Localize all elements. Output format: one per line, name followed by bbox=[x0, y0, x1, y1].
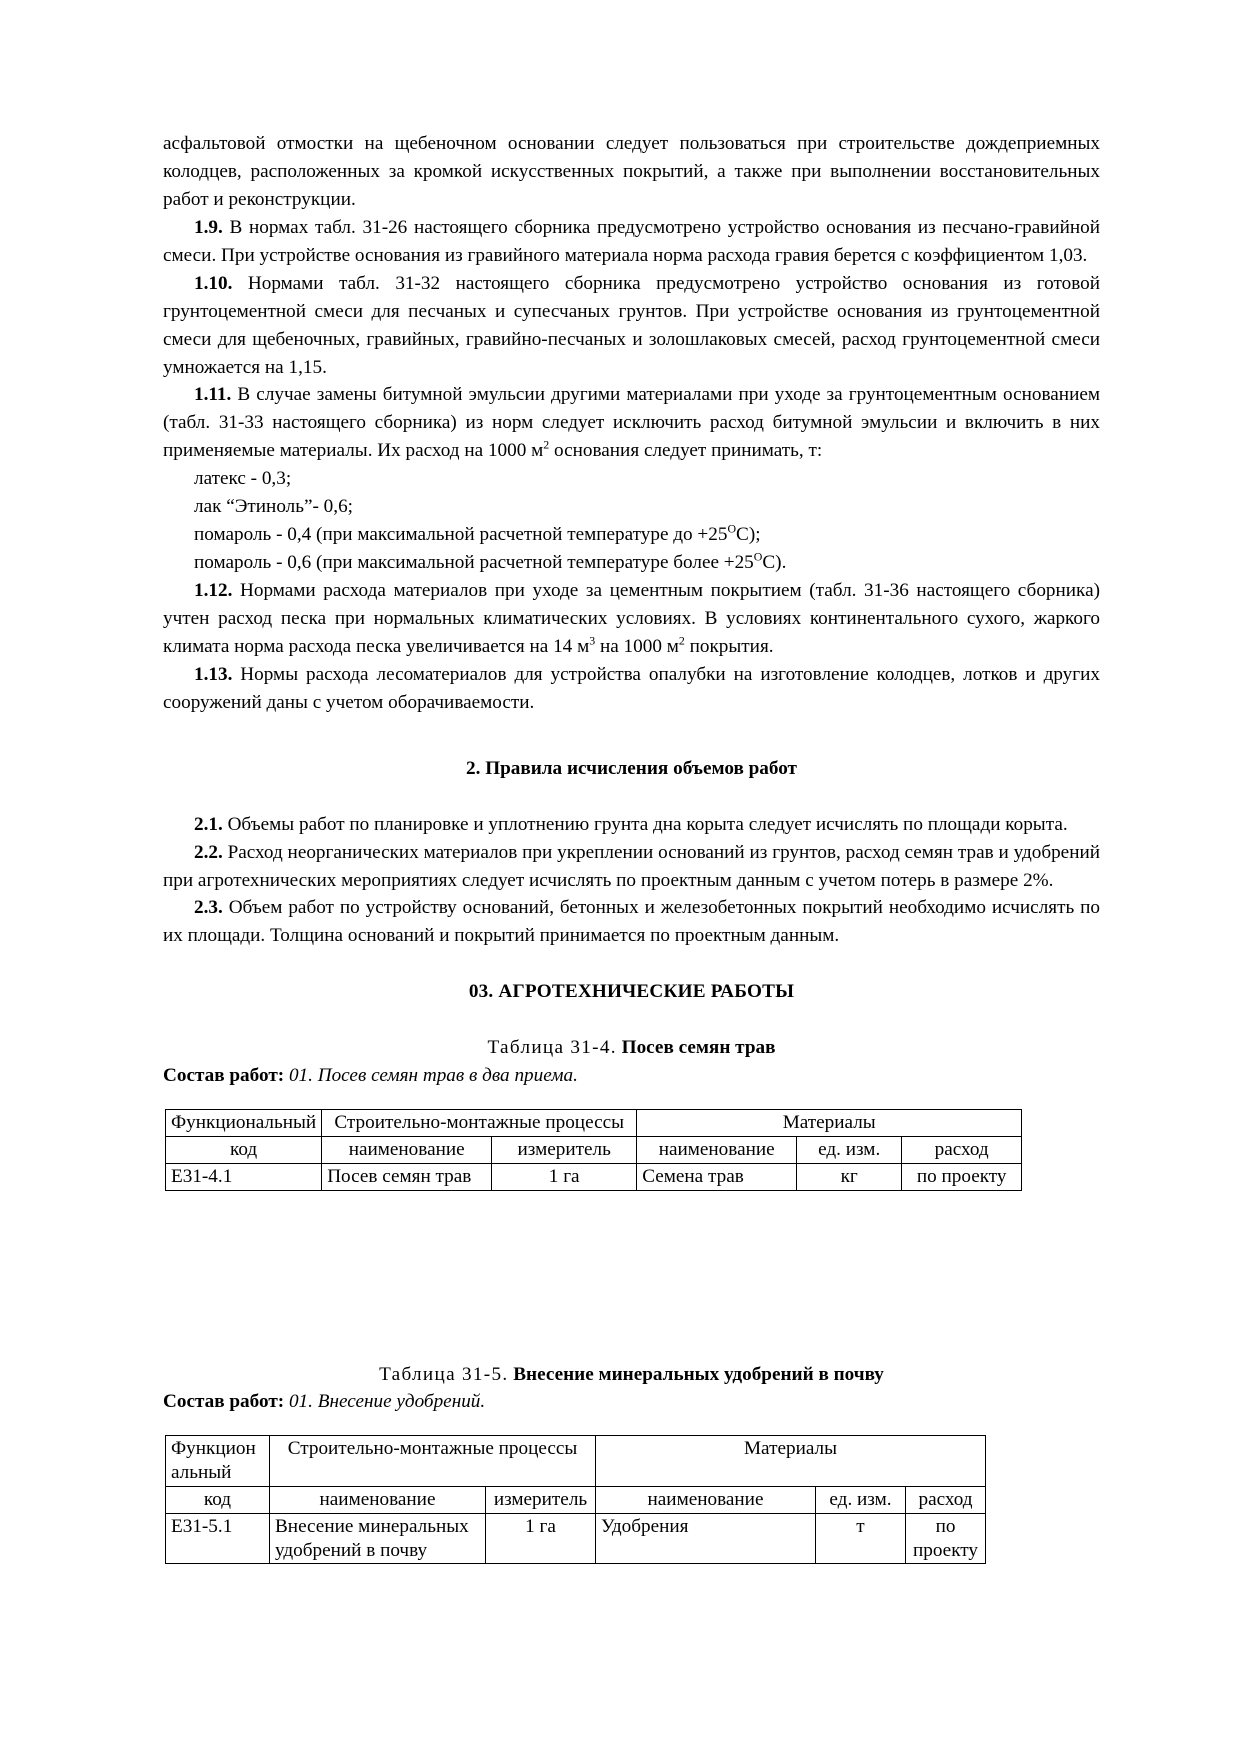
paragraph-1-12-text-b: на 1000 м bbox=[595, 635, 679, 657]
paragraph-number-2-3: 2.3. bbox=[194, 897, 223, 919]
spacer-after-section2-heading bbox=[163, 783, 1100, 811]
table-31-4-header-consumption: расход bbox=[902, 1136, 1022, 1163]
section-2-heading: 2. Правила исчисления объемов работ bbox=[466, 757, 797, 779]
table-31-4-header-processes: Строительно-монтажные процессы bbox=[322, 1110, 637, 1137]
pomarol-04-text-a: помароль - 0,4 (при максимальной расчетной температуре до +25 bbox=[194, 524, 728, 546]
paragraph-intro: асфальтовой отмостки на щебеночном основании следует пользоваться при строительстве дождеприемных колодцев, расположенных за кромкой искусственных покрытий, а также при выполнении восстановительных работ и реконструкции. bbox=[163, 133, 1100, 210]
table-31-5-composition-label: Состав работ: bbox=[163, 1391, 285, 1413]
table-31-4-cell-material-name: Семена трав bbox=[637, 1163, 797, 1190]
paragraph-number-1-11: 1.11. bbox=[194, 384, 232, 406]
table-31-5-cell-measure: 1 га bbox=[486, 1513, 596, 1564]
material-item-pomarol-04 bbox=[163, 521, 1100, 549]
table-31-5-cell-consumption bbox=[906, 1513, 986, 1564]
table-31-5-header-processes: Строительно-монтажные процессы bbox=[270, 1436, 596, 1487]
spacer-before-table-31-5 bbox=[163, 1416, 1100, 1435]
table-31-5-cell-unit: т bbox=[816, 1513, 906, 1564]
table-31-4-composition-value: 01. Посев семян трав в два приема. bbox=[288, 1065, 578, 1087]
table-31-4-cell-unit: кг bbox=[797, 1163, 902, 1190]
table-31-4-header-measure: измеритель bbox=[492, 1136, 637, 1163]
paragraph-1-10 bbox=[163, 270, 1100, 382]
table-31-5-cell-consumption-line2: проекту bbox=[912, 1539, 978, 1561]
paragraph-number-2-2: 2.2. bbox=[194, 841, 223, 863]
paragraph-1-13 bbox=[163, 661, 1100, 717]
paragraph-1-11-text-a: В случае замены битумной эмульсии другими материалами при уходе за грунтоцементным основанием (табл. 31-33 настоящего сборника) из норм следует исключить расход битумной эмульсии и включить в них применяемые материалы. Их расход на 1000 м bbox=[163, 384, 1100, 462]
material-item-latex: латекс - 0,3; bbox=[194, 468, 292, 490]
table-31-5-header-functional-line1: Функцион bbox=[171, 1438, 256, 1460]
paragraph-2-3 bbox=[163, 894, 1100, 950]
table-31-5-header-materials: Материалы bbox=[596, 1436, 986, 1487]
table-31-4-composition bbox=[163, 1062, 1100, 1090]
table-row bbox=[166, 1163, 1022, 1190]
table-31-5-caption-prefix: Таблица 31-5. bbox=[379, 1363, 509, 1385]
pomarol-06-text-a: помароль - 0,6 (при максимальной расчетной температуре более +25 bbox=[194, 552, 754, 574]
table-31-5-caption bbox=[163, 1361, 1100, 1389]
paragraph-number-1-9: 1.9. bbox=[194, 216, 223, 238]
table-31-5-cell-code: Е31-5.1 bbox=[166, 1513, 270, 1564]
paragraph-1-12-text-c: покрытия. bbox=[684, 635, 774, 657]
table-31-5-header-measure: измеритель bbox=[486, 1486, 596, 1513]
degree-superscript-2: О bbox=[753, 549, 763, 564]
table-31-5-header-functional bbox=[166, 1436, 270, 1487]
paragraph-1-9-text: В нормах табл. 31-26 настоящего сборника предусмотрено устройство основания из песчано-гравийной смеси. При устройстве основания из гравийного материала норма расхода гравия берется с коэффициентом 1,03. bbox=[163, 216, 1100, 266]
table-31-5-cell-material-name: Удобрения bbox=[596, 1513, 816, 1564]
table-31-5-header-code: код bbox=[166, 1486, 270, 1513]
table-31-5-header-process-name: наименование bbox=[270, 1486, 486, 1513]
table-31-4-cell-measure: 1 га bbox=[492, 1163, 637, 1190]
table-31-5-header-row-2 bbox=[166, 1486, 986, 1513]
table-31-5-wrapper bbox=[165, 1435, 1100, 1564]
table-31-4-caption-title: Посев семян трав bbox=[621, 1037, 776, 1059]
table-31-5-cell-process-name: Внесение минеральных удобрений в почву bbox=[270, 1513, 486, 1564]
table-31-5-caption-title: Внесение минеральных удобрений в почву bbox=[513, 1363, 884, 1385]
paragraph-2-2 bbox=[163, 839, 1100, 895]
table-31-4-header-row-1 bbox=[166, 1110, 1022, 1137]
table-31-4-header-material-name: наименование bbox=[637, 1136, 797, 1163]
paragraph-2-2-text: Расход неорганических материалов при укреплении оснований из грунтов, расход семян трав и удобрений при агротехнических мероприятиях следует исчислять по проектным данным с учетом потерь в размере 2%. bbox=[163, 841, 1100, 891]
paragraph-2-1 bbox=[163, 811, 1100, 839]
table-31-5 bbox=[165, 1435, 986, 1564]
paragraph-1-12-text-a: Нормами расхода материалов при уходе за цементным покрытием (табл. 31-36 настоящего сборника) учтен расход песка при нормальных климатических условиях. В условиях континентального сухого, жаркого климата норма расхода песка увеличивается на 14 м bbox=[163, 580, 1100, 657]
paragraph-2-1-text: Объемы работ по планировке и уплотнению грунта дна корыта следует исчислять по площади корыта. bbox=[222, 813, 1068, 835]
table-31-5-header-functional-line2: альный bbox=[171, 1462, 232, 1484]
table-31-4-header-process-name: наименование bbox=[322, 1136, 492, 1163]
table-31-4-header-row-2 bbox=[166, 1136, 1022, 1163]
table-31-4-composition-label: Состав работ: bbox=[163, 1065, 285, 1087]
table-31-4-caption bbox=[163, 1034, 1100, 1062]
paragraph-number-1-10: 1.10. bbox=[194, 272, 233, 294]
paragraph-1-11-text-b: основания следует принимать, т: bbox=[549, 440, 823, 462]
table-31-5-cell-consumption-line1: по bbox=[935, 1515, 956, 1537]
table-31-4-header-materials: Материалы bbox=[637, 1110, 1022, 1137]
table-31-4-caption-prefix: Таблица 31-4. bbox=[487, 1037, 617, 1059]
table-31-5-header-row-1 bbox=[166, 1436, 986, 1487]
paragraph-1-11 bbox=[163, 381, 1100, 465]
spacer-before-table-31-4 bbox=[163, 1090, 1100, 1109]
table-31-5-composition bbox=[163, 1388, 1100, 1416]
paragraph-1-10-text: Нормами табл. 31-32 настоящего сборника предусмотрено устройство основания из готовой грунтоцементной смеси для песчаных и супесчаных грунтов. При устройстве основания из грунтоцементной смеси для щебеночных, гравийных, гравийно-песчаных и золошлаковых смесей, расход грунтоцементной смеси умножается на 1,15. bbox=[163, 272, 1100, 378]
table-31-4-cell-code: Е31-4.1 bbox=[166, 1163, 322, 1190]
table-31-4 bbox=[165, 1109, 1022, 1190]
table-31-4-wrapper bbox=[165, 1109, 1100, 1190]
paragraph-number-1-12: 1.12. bbox=[194, 580, 233, 601]
paragraph-2-3-text: Объем работ по устройству оснований, бетонных и железобетонных покрытий необходимо исчислять по их площади. Толщина оснований и покрытий принимается по проектным данным. bbox=[163, 897, 1100, 947]
table-31-4-cell-process-name: Посев семян трав bbox=[322, 1163, 492, 1190]
degree-superscript-1: О bbox=[727, 521, 737, 536]
table-31-4-cell-consumption: по проекту bbox=[902, 1163, 1022, 1190]
spacer-after-section3-heading bbox=[163, 1006, 1100, 1034]
pomarol-06-text-b: С). bbox=[762, 552, 787, 574]
material-item-pomarol-06 bbox=[163, 549, 1100, 577]
table-row bbox=[166, 1513, 986, 1564]
table-31-5-header-consumption: расход bbox=[906, 1486, 986, 1513]
table-31-5-composition-value: 01. Внесение удобрений. bbox=[288, 1391, 486, 1413]
section-3-heading: 03. АГРОТЕХНИЧЕСКИЕ РАБОТЫ bbox=[468, 981, 795, 1003]
superscript-cubic-meters: 3 bbox=[589, 633, 596, 648]
spacer-before-section3 bbox=[163, 950, 1100, 978]
paragraph-number-2-1: 2.1. bbox=[194, 813, 223, 835]
table-31-5-header-unit: ед. изм. bbox=[816, 1486, 906, 1513]
paragraph-number-1-13: 1.13. bbox=[194, 663, 233, 685]
superscript-square-meters-2: 2 bbox=[678, 633, 685, 648]
spacer-between-tables bbox=[163, 1191, 1100, 1361]
paragraph-1-9 bbox=[163, 214, 1100, 270]
spacer-before-section2 bbox=[163, 717, 1100, 755]
document-content bbox=[163, 130, 1100, 1564]
paragraph-1-12 bbox=[163, 577, 1100, 661]
superscript-square-meters: 2 bbox=[543, 437, 550, 452]
table-31-5-header-material-name: наименование bbox=[596, 1486, 816, 1513]
paragraph-1-13-text: Нормы расхода лесоматериалов для устройства опалубки на изготовление колодцев, лотков и других сооружений даны с учетом оборачиваемости. bbox=[163, 663, 1100, 713]
table-31-4-header-code: код bbox=[166, 1136, 322, 1163]
table-31-4-header-functional: Функциональный bbox=[166, 1110, 322, 1137]
pomarol-04-text-b: С); bbox=[736, 524, 761, 546]
material-item-lak-etinol: лак “Этиноль”- 0,6; bbox=[194, 496, 353, 518]
table-31-4-header-unit: ед. изм. bbox=[797, 1136, 902, 1163]
